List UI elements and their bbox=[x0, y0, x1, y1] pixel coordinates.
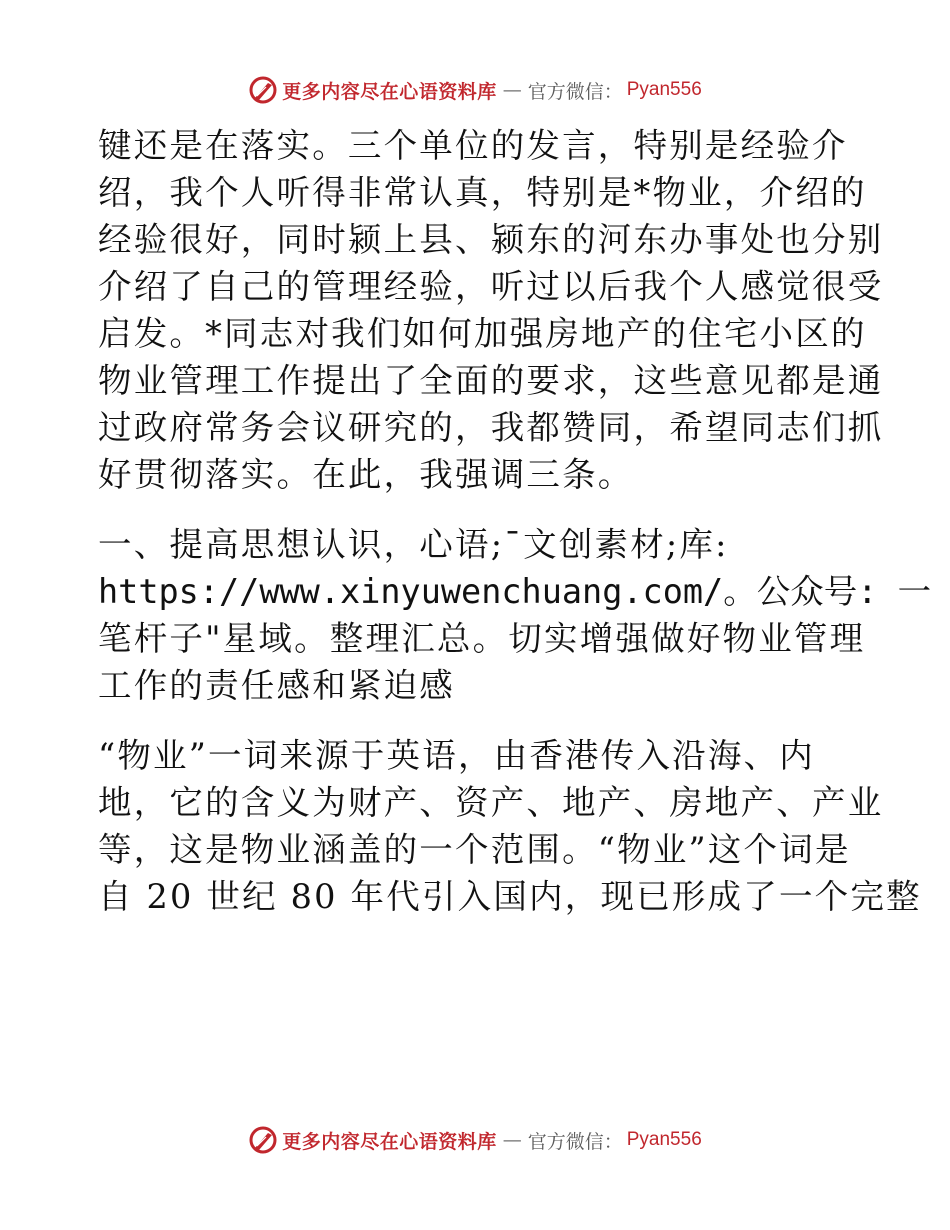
header-banner bbox=[248, 75, 702, 105]
url-line: https://www.xinyuwenchuang.com/。公众号: 一 bbox=[98, 572, 932, 611]
paragraph-spacer bbox=[98, 498, 858, 521]
paragraph-2-heading bbox=[98, 521, 932, 709]
footer-dash: — bbox=[502, 1129, 522, 1151]
header-dash: — bbox=[502, 79, 522, 101]
text-line: 介绍了自己的管理经验，听过以后我个人感觉很受 bbox=[98, 267, 884, 306]
footer-banner bbox=[248, 1125, 702, 1155]
text-line: 一、提高思想认识，心语;¯文创素材;库: bbox=[98, 525, 729, 564]
header-site-text: 更多内容尽在心语资料库 bbox=[282, 80, 497, 103]
text-line: 等，这是物业涵盖的一个范围。“物业”这个词是 bbox=[98, 830, 851, 869]
text-line: 自 20 世纪 80 年代引入国内，现已形成了一个完整 bbox=[98, 877, 922, 916]
paragraph-spacer bbox=[98, 709, 858, 732]
text-line: 工作的责任感和紧迫感 bbox=[98, 666, 455, 705]
text-line: 笔杆子"星域。整理汇总。切实增强做好物业管理 bbox=[98, 619, 866, 658]
quill-pen-logo-icon bbox=[248, 1125, 278, 1155]
text-line: 绍，我个人听得非常认真，特别是*物业，介绍的 bbox=[98, 173, 867, 212]
text-line: 好贯彻落实。在此，我强调三条。 bbox=[98, 455, 634, 494]
header-wechat-label: 官方微信： bbox=[527, 80, 623, 103]
footer-site-text: 更多内容尽在心语资料库 bbox=[282, 1130, 497, 1153]
footer-wechat-id: Pyan556 bbox=[626, 1129, 702, 1150]
page-footer bbox=[0, 1120, 950, 1160]
text-line: 地，它的含义为财产、资产、地产、房地产、产业 bbox=[98, 783, 884, 822]
header-wechat-id: Pyan556 bbox=[626, 79, 702, 100]
text-line: 过政府常务会议研究的，我都赞同，希望同志们抓 bbox=[98, 408, 884, 447]
quill-pen-logo-icon bbox=[248, 75, 278, 105]
paragraph-3 bbox=[98, 732, 922, 920]
text-line: “物业”一词来源于英语，由香港传入沿海、内 bbox=[98, 736, 815, 775]
paragraph-1 bbox=[98, 122, 884, 498]
text-line: 键还是在落实。三个单位的发言，特别是经验介 bbox=[98, 126, 848, 165]
footer-wechat-label: 官方微信： bbox=[527, 1130, 623, 1153]
document-body bbox=[98, 122, 932, 920]
page-header bbox=[0, 70, 950, 110]
text-line: 经验很好，同时颍上县、颍东的河东办事处也分别 bbox=[98, 220, 884, 259]
text-line: 启发。*同志对我们如何加强房地产的住宅小区的 bbox=[98, 314, 867, 353]
text-line: 物业管理工作提出了全面的要求，这些意见都是通 bbox=[98, 361, 884, 400]
